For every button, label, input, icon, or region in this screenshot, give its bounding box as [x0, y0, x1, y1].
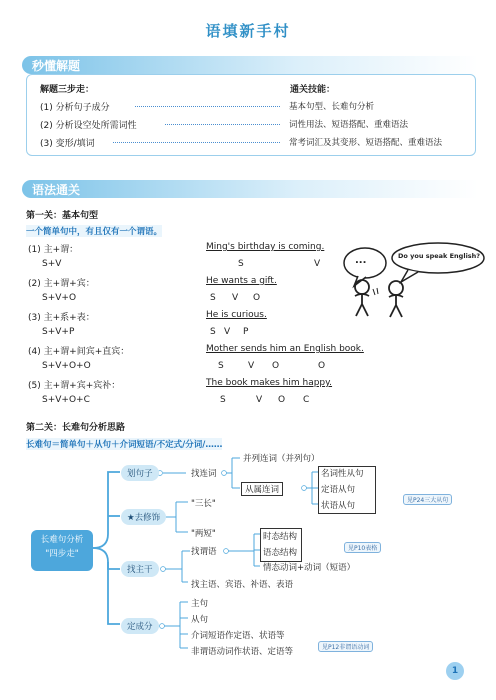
note-p12: 见P12非谓语动词	[318, 641, 373, 652]
pattern-4-sentence: Mother sends him an English book.	[206, 344, 364, 354]
step-2: (2) 分析设空处所需词性	[40, 121, 137, 131]
voice-structure: 语态结构	[263, 548, 298, 558]
pattern-3-tag-p: P	[243, 327, 249, 337]
noun-clause: 名词性从句	[321, 469, 364, 479]
pattern-1-tag-v: V	[314, 259, 321, 269]
skill-1: 基本句型、长难句分析	[289, 102, 375, 112]
pattern-5-tag-o: O	[278, 395, 286, 405]
tense-structure: 时态结构	[263, 532, 298, 542]
pattern-3-sentence: He is curious.	[206, 310, 267, 320]
step-1: (1) 分析句子成分	[40, 103, 110, 113]
steps-heading: 解题三步走：	[40, 85, 95, 95]
find-conjunction: 找连词	[191, 469, 217, 479]
pattern-2-tag-v: V	[232, 293, 239, 303]
prep-phrase: 介词短语作定语、状语等	[191, 631, 285, 641]
modal-verb: 情态动词+动词（短语）	[263, 563, 356, 573]
section-label-2: 语法通关	[32, 183, 81, 197]
note-p24: 见P24三大从句	[403, 494, 452, 505]
pattern-2-sentence: He wants a gift.	[206, 276, 277, 286]
pattern-4-tag-s: S	[218, 361, 224, 371]
mindmap-root-text: 长难句分析 "四步走"	[40, 535, 84, 559]
arrow-line-1	[135, 106, 280, 107]
step-find-trunk: 找主干	[121, 561, 159, 577]
coordinating-conjunction: 并列连词（并列句）	[243, 454, 320, 464]
section-banner-2	[22, 180, 478, 198]
find-other-elements: 找主语、宾语、补语、表语	[191, 580, 294, 590]
page-title: 语填新手村	[205, 22, 291, 40]
formula-2: 长难句＝简单句＋从句＋介词短语/不定式/分词/……	[26, 440, 223, 450]
skill-3: 常考词汇及其变形、短语搭配、重难语法	[289, 138, 443, 148]
arrow-line-3	[113, 142, 280, 143]
pattern-3-tag-s: S	[210, 327, 216, 337]
pattern-3-name: (3) 主+系+表：	[28, 313, 95, 323]
pattern-5-name: (5) 主+谓+宾+宾补：	[28, 381, 121, 391]
bubble-right-text: Do you speak English?	[398, 252, 481, 260]
pattern-2-tag-s: S	[210, 293, 216, 303]
mindmap-root	[31, 530, 93, 571]
arrow-line-2	[165, 124, 280, 125]
adverbial-clause: 状语从句	[321, 501, 356, 511]
pattern-2-formula: S+V+O	[42, 293, 77, 303]
pattern-1-name: (1) 主+谓：	[28, 245, 79, 255]
pattern-4-formula: S+V+O+O	[42, 361, 91, 371]
pattern-1-tag-s: S	[238, 259, 244, 269]
note-p10: 见P10表格	[344, 542, 381, 553]
pattern-4-name: (4) 主+谓+间宾+直宾：	[28, 347, 130, 357]
rule-text: 一个简单句中，有且仅有一个谓语。	[26, 227, 163, 237]
section-banner-1	[22, 56, 478, 74]
non-finite: 非谓语动词作状语、定语等	[191, 647, 294, 657]
pattern-5-formula: S+V+O+C	[42, 395, 90, 405]
step-divide-sentence: 划句子	[121, 465, 159, 481]
pattern-4-tag-o2: O	[318, 361, 326, 371]
step-remove-modifiers: ★去修饰	[121, 509, 166, 525]
pattern-2-tag-o: O	[253, 293, 261, 303]
pattern-4-tag-v: V	[248, 361, 255, 371]
pattern-1-sentence: Ming's birthday is coming.	[206, 242, 325, 252]
pattern-5-tag-v: V	[256, 395, 263, 405]
three-long: "三长"	[191, 499, 216, 509]
main-clause: 主句	[191, 599, 209, 609]
step-determine-elements: 定成分	[121, 618, 159, 634]
section-label-1: 秒懂解题	[32, 59, 81, 73]
find-predicate: 找谓语	[191, 547, 217, 557]
pattern-1-formula: S+V	[42, 259, 62, 269]
pattern-4-tag-o1: O	[272, 361, 280, 371]
skills-heading: 通关技能：	[290, 85, 336, 95]
pattern-5-tag-s: S	[220, 395, 226, 405]
subordinating-conjunction: 从属连词	[241, 482, 283, 496]
pattern-2-name: (2) 主+谓+宾：	[28, 279, 95, 289]
pattern-3-formula: S+V+P	[42, 327, 75, 337]
level-1-heading: 第一关：基本句型	[26, 211, 99, 221]
bubble-left-text: ...	[355, 255, 367, 266]
two-short: "两短"	[191, 529, 216, 539]
sub-clause: 从句	[191, 615, 209, 625]
step-3: (3) 变形/填词	[40, 139, 95, 149]
pattern-3-tag-v: V	[224, 327, 231, 337]
pattern-5-tag-c: C	[303, 395, 310, 405]
level-2-heading: 第二关：长难句分析思路	[26, 423, 126, 433]
pattern-5-sentence: The book makes him happy.	[206, 378, 333, 388]
page-number: 1	[446, 662, 464, 680]
skill-2: 词性用法、短语搭配、重难语法	[289, 120, 409, 130]
attributive-clause: 定语从句	[321, 485, 356, 495]
